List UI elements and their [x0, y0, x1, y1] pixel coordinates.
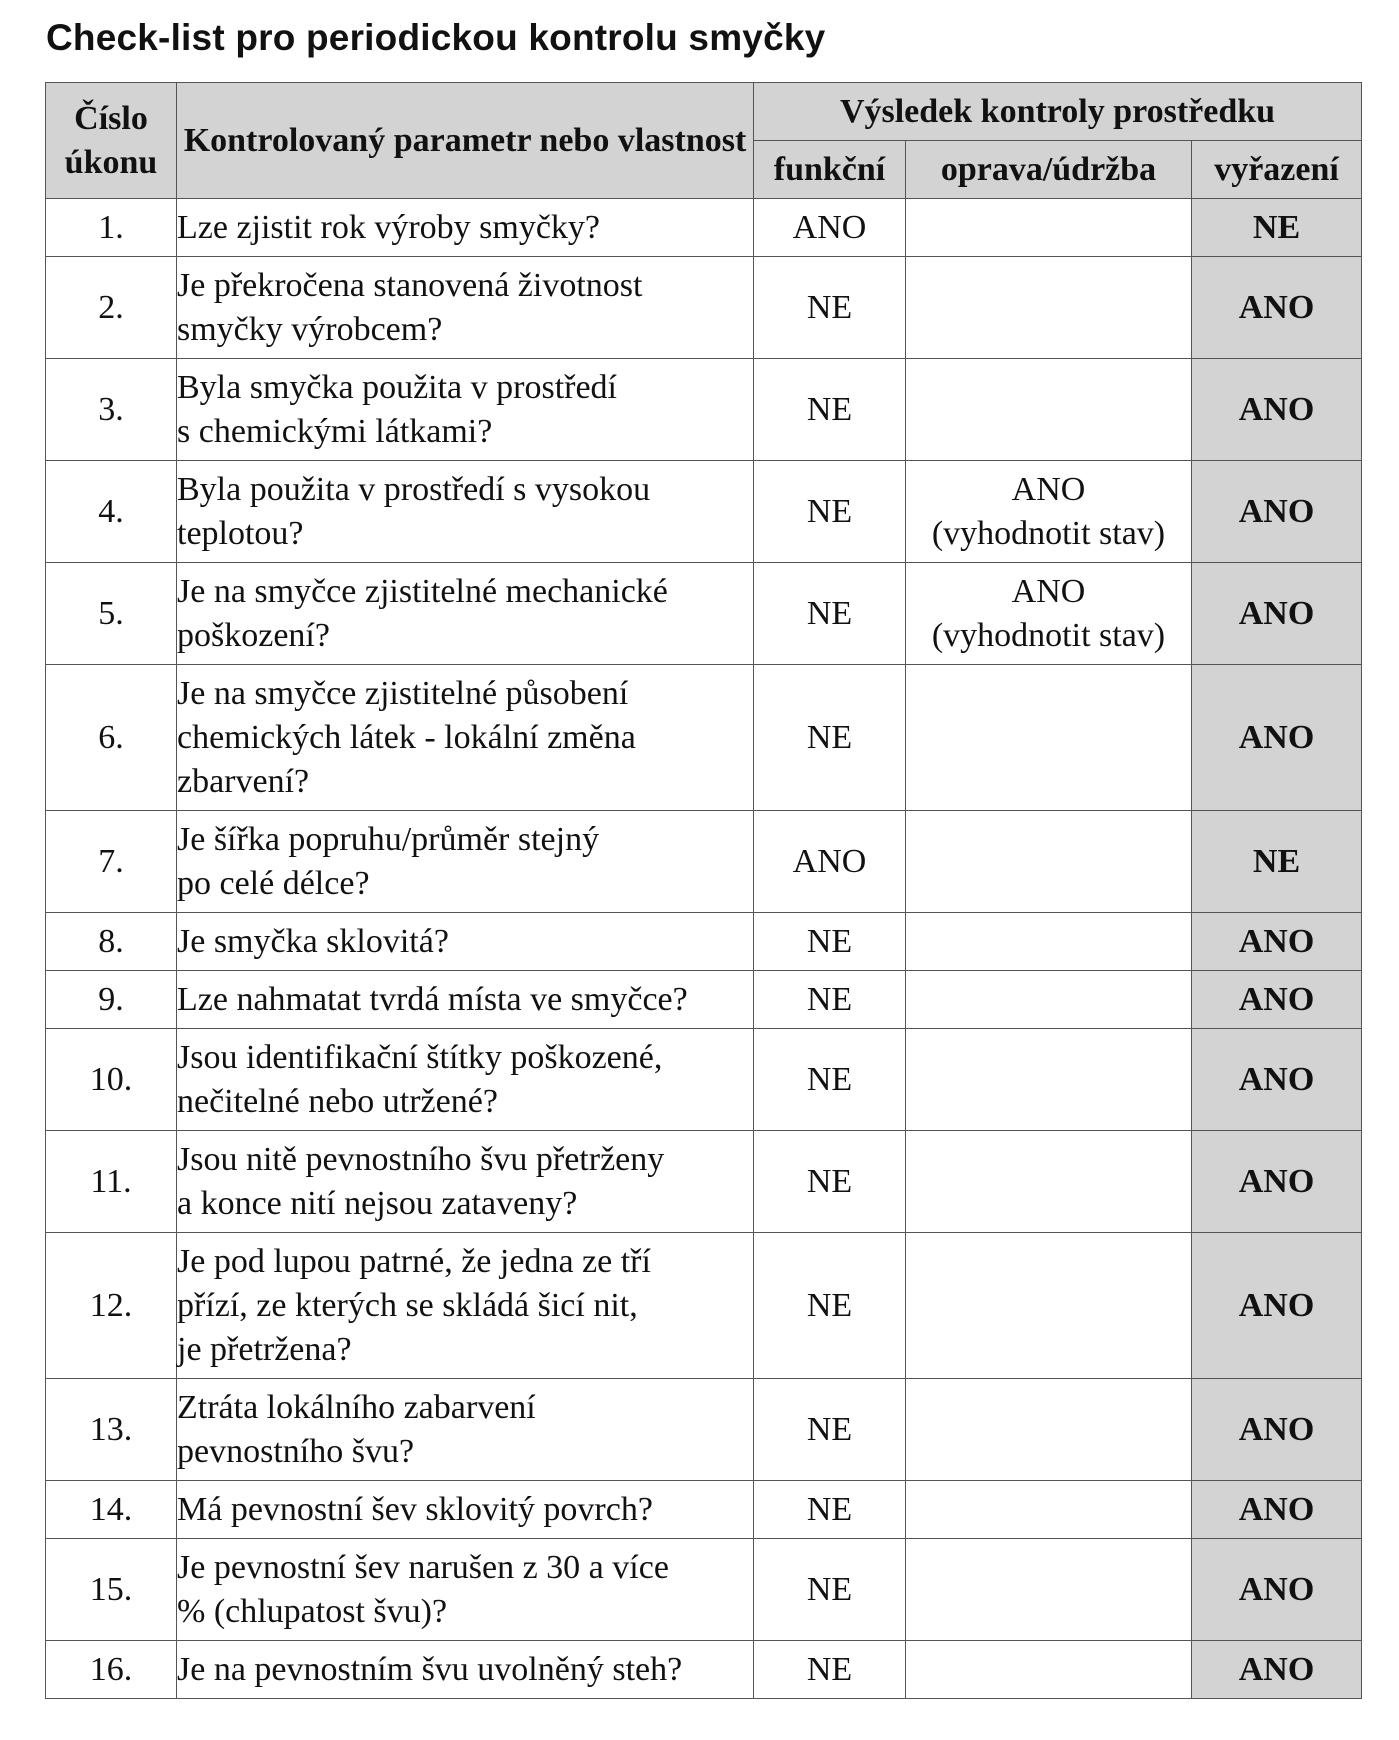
table-row: [46, 1481, 1362, 1539]
row-discard-text: ANO: [1238, 718, 1315, 756]
row-number-text: 3.: [98, 390, 124, 428]
row-number-text: 9.: [98, 980, 124, 1018]
row-functional: [754, 913, 906, 971]
row-repair: [906, 1029, 1192, 1131]
row-discard-text: ANO: [1238, 1162, 1315, 1200]
header-parameter: [177, 83, 754, 199]
row-number: [46, 1029, 177, 1131]
row-discard-text: ANO: [1238, 1650, 1315, 1688]
row-parameter: [177, 665, 754, 811]
row-functional: [754, 1029, 906, 1131]
row-parameter-text: Lze nahmatat tvrdá místa ve smyčce?: [177, 980, 688, 1018]
row-repair: [906, 811, 1192, 913]
row-number-text: 10.: [89, 1060, 133, 1098]
row-repair: [906, 563, 1192, 665]
table-row: [46, 563, 1362, 665]
row-parameter-text: Je na smyčce zjistitelné mechanické poškození?: [177, 572, 668, 654]
row-discard: [1192, 1641, 1362, 1699]
row-number-text: 4.: [98, 492, 124, 530]
row-number: [46, 1379, 177, 1481]
header-repair: oprava/údržba: [906, 141, 1192, 199]
row-discard-text: NE: [1252, 208, 1301, 246]
table-row: [46, 1539, 1362, 1641]
row-parameter: [177, 257, 754, 359]
row-number: [46, 913, 177, 971]
row-repair: [906, 199, 1192, 257]
row-discard-text: ANO: [1238, 1410, 1315, 1448]
row-discard-text: ANO: [1238, 288, 1315, 326]
row-discard: [1192, 971, 1362, 1029]
table-row: [46, 1131, 1362, 1233]
row-discard: [1192, 1233, 1362, 1379]
row-discard: [1192, 913, 1362, 971]
table-row: [46, 971, 1362, 1029]
row-discard: [1192, 665, 1362, 811]
row-functional-text: NE: [806, 288, 853, 326]
row-functional-text: ANO: [792, 208, 867, 246]
row-discard-text: ANO: [1238, 390, 1315, 428]
row-parameter-text: Je šířka popruhu/průměr stejný po celé délce?: [177, 820, 600, 902]
row-functional-text: NE: [806, 1650, 853, 1688]
row-discard-text: ANO: [1238, 1060, 1315, 1098]
row-functional-text: NE: [806, 1490, 853, 1528]
row-functional-text: NE: [806, 922, 853, 960]
row-repair-text: ANO (vyhodnotit stav): [931, 572, 1166, 654]
row-parameter: [177, 461, 754, 563]
header-discard: vyřazení: [1192, 141, 1362, 199]
row-discard: [1192, 1131, 1362, 1233]
row-parameter-text: Ztráta lokálního zabarvení pevnostního švu?: [177, 1388, 536, 1470]
row-number: [46, 257, 177, 359]
row-functional-text: NE: [806, 594, 853, 632]
row-number-text: 5.: [98, 594, 124, 632]
row-parameter-text: Je smyčka sklovitá?: [177, 922, 449, 960]
table-row: [46, 461, 1362, 563]
table-row: [46, 1641, 1362, 1699]
row-discard: [1192, 811, 1362, 913]
row-repair: [906, 461, 1192, 563]
row-discard-text: NE: [1252, 842, 1301, 880]
row-parameter: [177, 971, 754, 1029]
row-parameter: [177, 1539, 754, 1641]
row-parameter-text: Jsou nitě pevnostního švu přetrženy a konce nití nejsou zataveny?: [177, 1140, 665, 1222]
header-number-label: Číslo úkonu: [64, 99, 158, 181]
table-row: [46, 1379, 1362, 1481]
row-number-text: 13.: [89, 1410, 133, 1448]
row-parameter-text: Je překročena stanovená životnost smyčky výrobcem?: [177, 266, 643, 348]
row-repair: [906, 1539, 1192, 1641]
row-functional: [754, 1131, 906, 1233]
row-functional-text: NE: [806, 1162, 853, 1200]
row-discard-text: ANO: [1238, 980, 1315, 1018]
row-functional: [754, 257, 906, 359]
row-number: [46, 1233, 177, 1379]
row-discard: [1192, 257, 1362, 359]
row-number-text: 15.: [89, 1570, 133, 1608]
row-parameter-text: Byla použita v prostředí s vysokou teplotou?: [177, 470, 651, 552]
header-functional: funkční: [754, 141, 906, 199]
row-discard: [1192, 1029, 1362, 1131]
row-discard-text: ANO: [1238, 492, 1315, 530]
table-row: [46, 359, 1362, 461]
row-number-text: 7.: [98, 842, 124, 880]
row-functional: [754, 563, 906, 665]
row-repair: [906, 257, 1192, 359]
row-parameter-text: Je na pevnostním švu uvolněný steh?: [177, 1650, 683, 1688]
row-parameter: [177, 199, 754, 257]
row-number: [46, 1539, 177, 1641]
row-number: [46, 1481, 177, 1539]
row-repair: [906, 1481, 1192, 1539]
row-parameter-text: Má pevnostní šev sklovitý povrch?: [177, 1490, 653, 1528]
row-discard: [1192, 1539, 1362, 1641]
row-repair-text: ANO (vyhodnotit stav): [931, 470, 1166, 552]
row-functional-text: NE: [806, 1570, 853, 1608]
checklist-table: [45, 82, 1362, 1699]
table-body: [46, 199, 1362, 1699]
row-number-text: 8.: [98, 922, 124, 960]
row-discard-text: ANO: [1238, 1570, 1315, 1608]
header-number: [46, 83, 177, 199]
row-functional-text: NE: [806, 1060, 853, 1098]
row-functional-text: NE: [806, 390, 853, 428]
row-number: [46, 1641, 177, 1699]
row-repair: [906, 1233, 1192, 1379]
row-parameter: [177, 1131, 754, 1233]
row-discard: [1192, 1481, 1362, 1539]
row-number: [46, 359, 177, 461]
row-functional-text: NE: [806, 718, 853, 756]
table-row: [46, 811, 1362, 913]
table-row: [46, 913, 1362, 971]
table-header: [46, 83, 1362, 199]
row-parameter: [177, 811, 754, 913]
row-discard-text: ANO: [1238, 1286, 1315, 1324]
row-functional: [754, 1539, 906, 1641]
row-number: [46, 971, 177, 1029]
row-number-text: 12.: [89, 1286, 133, 1324]
table-row: [46, 665, 1362, 811]
row-number: [46, 199, 177, 257]
row-parameter: [177, 1481, 754, 1539]
row-discard: [1192, 563, 1362, 665]
row-number-text: 16.: [89, 1650, 133, 1688]
row-functional: [754, 1641, 906, 1699]
row-functional-text: NE: [806, 492, 853, 530]
row-repair: [906, 359, 1192, 461]
row-number-text: 11.: [90, 1162, 132, 1200]
row-number-text: 2.: [98, 288, 124, 326]
row-repair: [906, 971, 1192, 1029]
row-discard-text: ANO: [1238, 922, 1315, 960]
page-title: Check-list pro periodickou kontrolu smyčky: [46, 17, 826, 58]
row-parameter: [177, 1641, 754, 1699]
row-functional: [754, 199, 906, 257]
row-parameter-text: Je pevnostní šev narušen z 30 a více % (chlupatost švu)?: [177, 1548, 669, 1630]
row-functional: [754, 1481, 906, 1539]
row-discard: [1192, 199, 1362, 257]
row-functional: [754, 1379, 906, 1481]
row-parameter: [177, 563, 754, 665]
row-parameter: [177, 913, 754, 971]
table-row: [46, 1029, 1362, 1131]
table-row: [46, 199, 1362, 257]
row-functional: [754, 1233, 906, 1379]
row-functional-text: NE: [806, 1410, 853, 1448]
row-discard: [1192, 461, 1362, 563]
row-discard-text: ANO: [1238, 1490, 1315, 1528]
header-parameter-label: Kontrolovaný parametr nebo vlastnost: [183, 121, 747, 159]
row-number: [46, 1131, 177, 1233]
row-functional: [754, 971, 906, 1029]
row-functional: [754, 359, 906, 461]
row-discard: [1192, 359, 1362, 461]
row-functional-text: NE: [806, 980, 853, 1018]
row-number: [46, 665, 177, 811]
row-parameter-text: Jsou identifikační štítky poškozené, nečitelné nebo utržené?: [177, 1038, 663, 1120]
row-parameter: [177, 359, 754, 461]
row-repair: [906, 913, 1192, 971]
row-parameter-text: Je pod lupou patrné, že jedna ze tří přízí, ze kterých se skládá šicí nit, je přetržena?: [177, 1242, 651, 1368]
header-result-group: Výsledek kontroly prostředku: [754, 83, 1362, 141]
row-parameter-text: Byla smyčka použita v prostředí s chemickými látkami?: [177, 368, 618, 450]
row-number: [46, 563, 177, 665]
row-repair: [906, 1131, 1192, 1233]
row-number: [46, 811, 177, 913]
row-repair: [906, 665, 1192, 811]
row-repair: [906, 1379, 1192, 1481]
row-functional: [754, 461, 906, 563]
row-functional-text: ANO: [792, 842, 867, 880]
row-functional-text: NE: [806, 1286, 853, 1324]
row-parameter: [177, 1379, 754, 1481]
row-discard-text: ANO: [1238, 594, 1315, 632]
table-row: [46, 257, 1362, 359]
row-functional: [754, 665, 906, 811]
row-number-text: 1.: [98, 208, 124, 246]
row-number-text: 6.: [98, 718, 124, 756]
table-row: [46, 1233, 1362, 1379]
row-number-text: 14.: [89, 1490, 133, 1528]
row-parameter-text: Lze zjistit rok výroby smyčky?: [177, 208, 601, 246]
row-repair: [906, 1641, 1192, 1699]
row-parameter-text: Je na smyčce zjistitelné působení chemických látek - lokální změna zbarvení?: [177, 674, 636, 800]
row-parameter: [177, 1029, 754, 1131]
row-parameter: [177, 1233, 754, 1379]
row-discard: [1192, 1379, 1362, 1481]
row-functional: [754, 811, 906, 913]
row-number: [46, 461, 177, 563]
